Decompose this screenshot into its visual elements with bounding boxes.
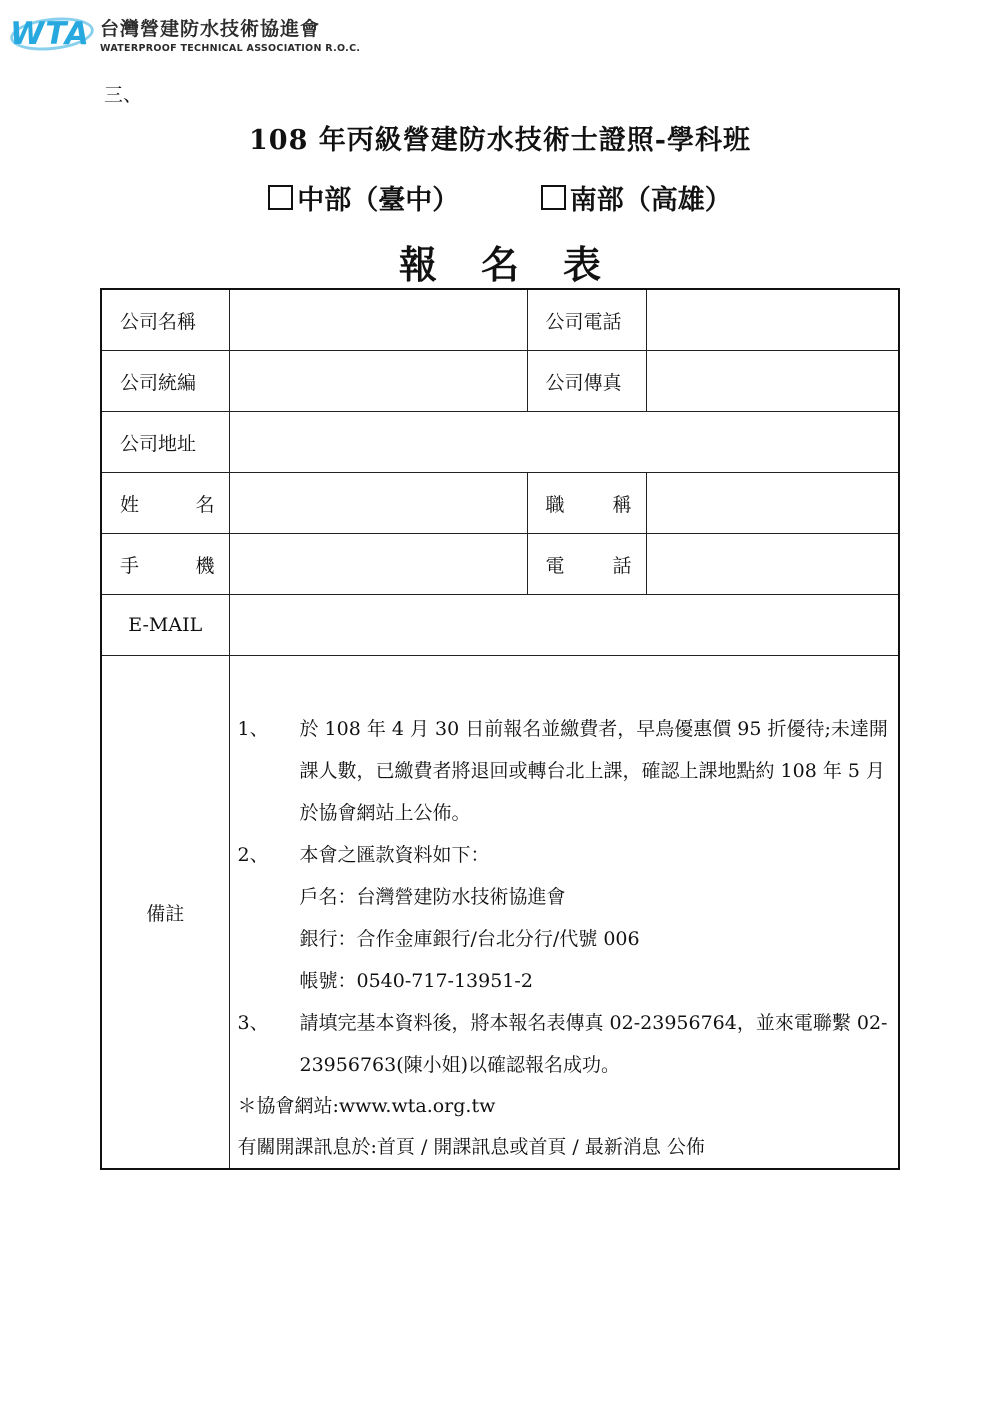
mobile-label [101,534,229,595]
website-note: ＊協會網站:www.wta.org.tw [237,1095,496,1117]
form-row [101,473,899,534]
company-tax-id-label: 公司統編 [101,351,229,412]
region-options [0,178,1000,217]
note-3-number: 3、 [237,1012,269,1034]
form-row [101,351,899,412]
wta-logo-mark [10,14,94,54]
email-field[interactable] [229,595,899,656]
course-info-note: 有關開課訊息於:首頁 / 開課訊息或首頁 / 最新消息 公佈 [237,1136,705,1158]
central-checkbox[interactable] [268,185,293,210]
company-address-field[interactable] [229,412,899,473]
phone-field[interactable] [646,534,899,595]
form-row [101,412,899,473]
job-title-label-char-2: 稱 [612,493,632,516]
logo-mark-text: WTA [10,16,90,52]
job-title-field[interactable] [646,473,899,534]
region-option-central[interactable] [268,178,459,217]
name-label [101,473,229,534]
company-fax-field[interactable] [646,351,899,412]
name-label-char-2: 名 [195,493,215,516]
note-2-number: 2、 [237,844,269,866]
note-1-text: 於 108 年 4 月 30 日前報名並繳費者，早鳥優惠價 95 折優待;未達開課人數，已繳費者將退回或轉台北上課，確認上課地點約 108 年 5 月於協會網站上公佈。 [299,718,888,824]
note-1-number: 1、 [237,718,269,740]
company-name-label: 公司名稱 [101,289,229,351]
remarks-content [229,656,899,1170]
mobile-label-char-1: 手 [120,554,140,577]
section-number: 三、 [104,84,143,106]
account-number: 帳號：0540-717-13951-2 [299,970,533,992]
account-name: 戶名：台灣營建防水技術協進會 [299,886,566,908]
company-address-label: 公司地址 [101,412,229,473]
org-name-en: WATERPROOF TECHNICAL ASSOCIATION R.O.C. [100,43,361,54]
company-tax-id-field[interactable] [229,351,527,412]
remarks-label: 備註 [101,656,229,1170]
job-title-label-char-1: 職 [545,493,565,516]
note-2-text: 本會之匯款資料如下： [299,844,490,866]
mobile-label-char-2: 機 [195,554,215,577]
company-name-field[interactable] [229,289,527,351]
phone-label-char-2: 話 [612,554,632,577]
company-phone-label: 公司電話 [527,289,646,351]
name-label-char-1: 姓 [120,493,140,516]
form-row [101,534,899,595]
note-3 [238,1002,893,1086]
company-phone-field[interactable] [646,289,899,351]
note-3-text: 請填完基本資料後，將本報名表傳真 02-23956764，並來電聯繫 02-23956763(陳小姐)以確認報名成功。 [299,1012,888,1076]
form-row [101,656,899,1170]
central-label: 中部（臺中） [297,185,460,216]
region-option-south[interactable] [541,178,732,217]
south-checkbox[interactable] [541,185,566,210]
bank-info: 銀行：合作金庫銀行/台北分行/代號 006 [299,928,640,950]
phone-label-char-1: 電 [545,554,565,577]
note-2 [238,834,893,876]
page-title: 108 年丙級營建防水技術士證照-學科班 [249,125,751,156]
logo-text [100,14,360,54]
note-1 [238,708,893,834]
south-label: 南部（高雄） [569,185,732,216]
form-row [101,595,899,656]
email-label: E-MAIL [101,595,229,656]
form-row [101,289,899,351]
registration-form [100,288,900,1170]
mobile-field[interactable] [229,534,527,595]
name-field[interactable] [229,473,527,534]
org-name-zh: 台灣營建防水技術協進會 [100,18,321,40]
wta-logo [10,14,360,54]
company-fax-label: 公司傳真 [527,351,646,412]
form-title: 報名表 [398,242,645,287]
job-title-label [527,473,646,534]
phone-label [527,534,646,595]
